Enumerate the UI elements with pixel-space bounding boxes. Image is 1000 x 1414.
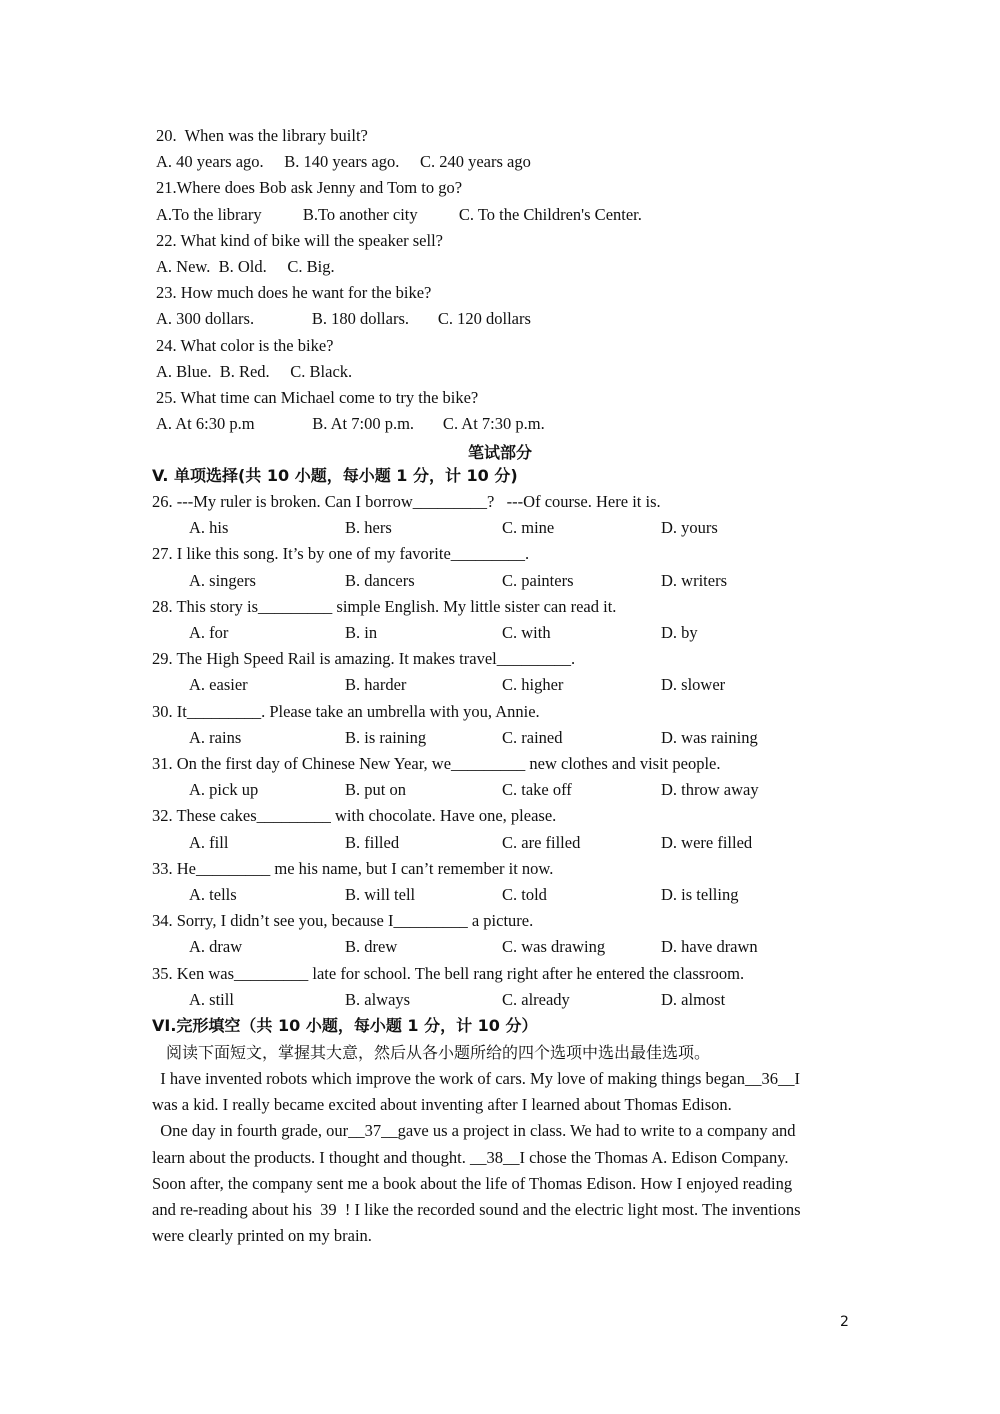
listening-options: A. 300 dollars. B. 180 dollars. C. 120 dollars [156, 309, 531, 329]
written-part-title: 笔试部分 [467, 443, 532, 462]
mc-option-c: C. told [502, 885, 547, 904]
mc-option-c: C. already [502, 989, 570, 1009]
mc-question: 35. Ken was_________ late for school. The bell rang right after he entered the classroom. [152, 963, 745, 983]
mc-option-a: A. pick up [189, 780, 259, 800]
passage-line: I have invented robots which improve the work of cars. My love of making things began__36__I [152, 1069, 800, 1088]
passage-line: learn about the products. I thought and thought. __38__I chose the Thomas A. Edison Company. [152, 1147, 789, 1167]
listening-options: A. At 6:30 p.m B. At 7:00 p.m. C. At 7:30 p.m. [156, 414, 545, 434]
mc-question: 27. I like this song. It’s by one of my favorite_________. [152, 544, 530, 564]
mc-option-b: B. always [345, 989, 411, 1009]
mc-option-d: D. have drawn [661, 937, 758, 957]
mc-option-d: D. were filled [661, 832, 753, 852]
mc-option-a: A. draw [189, 937, 243, 957]
passage-line: Soon after, the company sent me a book about the life of Thomas Edison. How I enjoyed reading [152, 1173, 793, 1193]
mc-option-c: C. was drawing [502, 937, 606, 957]
mc-question: 26. ---My ruler is broken. Can I borrow_________? ---Of course. Here it is. [152, 492, 661, 511]
mc-option-b: B. in [345, 623, 378, 642]
mc-option-b: B. is raining [345, 727, 427, 747]
mc-option-b: B. dancers [345, 570, 415, 590]
mc-option-b: B. harder [345, 675, 407, 695]
mc-option-b: B. put on [345, 780, 406, 800]
mc-question: 34. Sorry, I didn’t see you, because I_________ a picture. [152, 911, 534, 931]
mc-option-c: C. higher [502, 675, 564, 695]
mc-option-d: D. is telling [661, 885, 739, 904]
mc-question: 28. This story is_________ simple English. My little sister can read it. [152, 596, 617, 616]
mc-option-c: C. take off [502, 780, 572, 800]
mc-option-d: D. writers [661, 570, 727, 590]
listening-question: 20. When was the library built? [156, 126, 368, 145]
mc-option-d: D. yours [661, 518, 718, 538]
mc-option-a: A. easier [189, 675, 248, 695]
mc-option-c: C. with [502, 623, 551, 642]
listening-options: A.To the library B.To another city C. To the Children's Center. [156, 204, 642, 224]
mc-question: 31. On the first day of Chinese New Year, we_________ new clothes and visit people. [152, 754, 721, 773]
mc-option-b: B. filled [345, 832, 400, 852]
mc-question: 32. These cakes_________ with chocolate. Have one, please. [152, 806, 557, 826]
listening-question: 22. What kind of bike will the speaker sell? [156, 230, 443, 250]
mc-option-c: C. painters [502, 570, 574, 590]
mc-option-a: A. still [189, 989, 234, 1009]
listening-options: A. Blue. B. Red. C. Black. [156, 361, 353, 381]
listening-question: 25. What time can Michael come to try the bike? [156, 388, 479, 407]
mc-option-c: C. mine [502, 518, 555, 538]
passage-line: and re-reading about his 39 ! I like the recorded sound and the electric light most. The inventions [152, 1200, 801, 1219]
mc-option-d: D. almost [661, 989, 726, 1009]
mc-option-a: A. tells [189, 885, 237, 904]
mc-option-b: B. hers [345, 518, 392, 538]
mc-option-a: A. fill [189, 832, 229, 852]
mc-question: 30. It_________. Please take an umbrella with you, Annie. [152, 701, 540, 721]
mc-option-c: C. are filled [502, 832, 581, 852]
mc-question: 29. The High Speed Rail is amazing. It makes travel_________. [152, 649, 576, 669]
passage-line: were clearly printed on my brain. [152, 1226, 372, 1246]
listening-options: A. 40 years ago. B. 140 years ago. C. 240 years ago [156, 152, 531, 172]
mc-option-c: C. rained [502, 727, 563, 747]
mc-option-d: D. throw away [661, 780, 759, 800]
mc-option-a: A. for [189, 623, 229, 642]
mc-option-a: A. his [189, 518, 229, 538]
passage-line: was a kid. I really became excited about inventing after I learned about Thomas Edison. [152, 1095, 732, 1115]
listening-question: 23. How much does he want for the bike? [156, 283, 432, 303]
mc-option-d: D. slower [661, 675, 726, 695]
section-v-title: V. 单项选择(共 10 小题，每小题 1 分，计 10 分) [152, 466, 518, 485]
listening-question: 24. What color is the bike? [156, 335, 334, 355]
mc-option-d: D. by [661, 623, 698, 642]
section-vi-instruction: 阅读下面短文，掌握其大意，然后从各小题所给的四个选项中选出最佳选项。 [166, 1043, 711, 1062]
mc-question: 33. He_________ me his name, but I can’t remember it now. [152, 858, 554, 878]
page-number: 2 [840, 1314, 849, 1330]
listening-options: A. New. B. Old. C. Big. [156, 257, 335, 276]
mc-option-a: A. singers [189, 570, 256, 590]
passage-line: One day in fourth grade, our__37__gave us a project in class. We had to write to a company and [152, 1121, 796, 1141]
mc-option-d: D. was raining [661, 727, 758, 747]
mc-option-b: B. drew [345, 937, 398, 957]
section-vi-title: VI.完形填空（共 10 小题，每小题 1 分，计 10 分） [152, 1016, 538, 1035]
listening-question: 21.Where does Bob ask Jenny and Tom to go? [156, 178, 463, 198]
mc-option-b: B. will tell [345, 885, 416, 904]
mc-option-a: A. rains [189, 727, 242, 747]
